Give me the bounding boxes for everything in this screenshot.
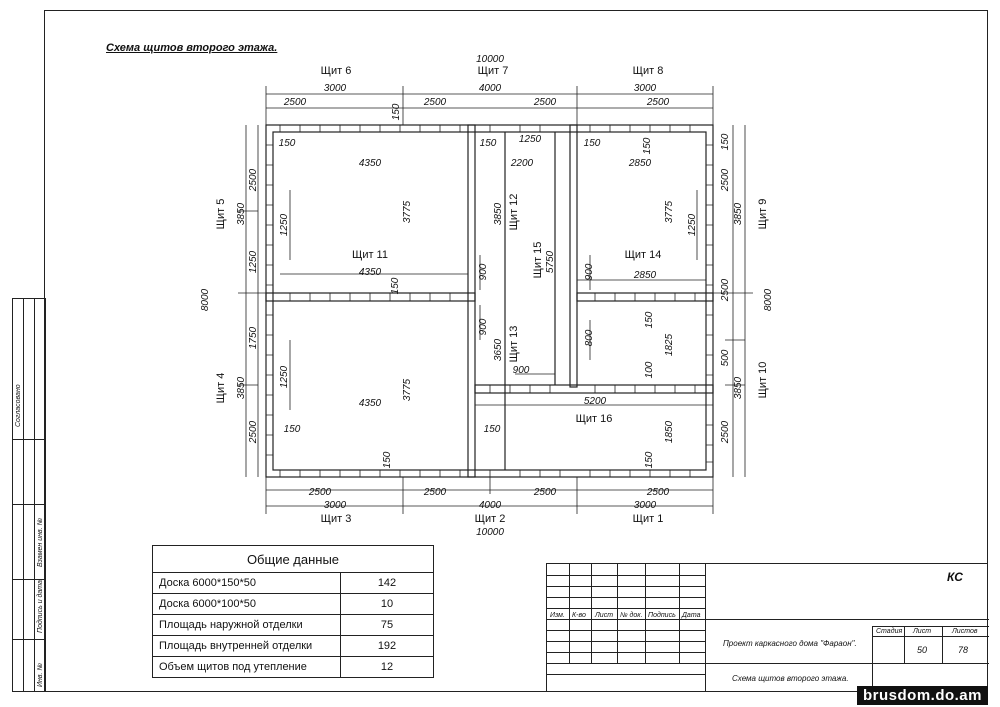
panel-label-9: Щит 9 — [757, 198, 769, 230]
right-sub-dim-2: 2500 — [720, 168, 731, 192]
table-row — [153, 636, 434, 657]
panel-label-13: Щит 13 — [508, 325, 520, 363]
summary-row-label: Доска 6000*100*50 — [153, 594, 341, 615]
panel-label-14: Щит 14 — [624, 249, 662, 261]
summary-row-value: 12 — [341, 657, 434, 678]
room3-top: 1250 — [518, 134, 542, 145]
replaces-inv-label: Взамен инв. № — [37, 517, 44, 567]
left-sub-dim-3: 1750 — [248, 326, 259, 350]
top-panel-dim-1: 3000 — [323, 83, 347, 94]
stamp-sheets-label: Листов — [952, 628, 978, 635]
agreed-label: Согласовано — [15, 384, 22, 427]
panel-label-6: Щит 6 — [320, 65, 352, 77]
bottom-panel-dim-2: 4000 — [478, 500, 502, 511]
stamp-col-date: Дата — [682, 612, 701, 619]
table-row — [153, 573, 434, 594]
panel-label-7: Щит 7 — [477, 65, 509, 77]
title-block — [546, 563, 988, 692]
inv-no-label: Инв. № — [37, 663, 44, 687]
room1-door: 1250 — [279, 213, 290, 237]
overall-height-left: 8000 — [200, 288, 211, 312]
right-sub-dim-5: 2500 — [720, 420, 731, 444]
room5-door: 800 — [584, 329, 595, 347]
bottom-sub-dim-1: 2500 — [308, 487, 332, 498]
room2-height: 3775 — [402, 378, 413, 402]
left-panel-dim-4: 3850 — [236, 376, 247, 400]
top-panel-dim-2: 4000 — [478, 83, 502, 94]
left-sub-dim-2: 1250 — [248, 250, 259, 274]
room4-900: 900 — [584, 263, 595, 281]
bottom-panel-dim-3: 3000 — [633, 500, 657, 511]
panel-label-15: Щит 15 — [532, 241, 544, 279]
room3-width: 2200 — [510, 158, 534, 169]
left-panel-dim-5: 3850 — [236, 202, 247, 226]
summary-row-value: 192 — [341, 636, 434, 657]
summary-row-label: Площадь наружной отделки — [153, 615, 341, 636]
stamp-code: КС — [947, 570, 963, 584]
room4-edge: 150 — [583, 138, 601, 149]
stamp-stage-label: Стадия — [876, 628, 903, 635]
top-sub-dim-2: 150 — [391, 103, 402, 121]
table-row — [153, 615, 434, 636]
overall-width-top: 10000 — [476, 54, 504, 65]
stamp-col-izm: Изм. — [550, 612, 565, 619]
left-sub-dim-4: 2500 — [248, 420, 259, 444]
room5-height: 1825 — [664, 333, 675, 357]
panel-label-8: Щит 8 — [632, 65, 664, 77]
overall-width-bottom: 10000 — [476, 527, 504, 538]
room1-width: 4350 — [358, 158, 382, 169]
wall14-dim: 2850 — [633, 270, 657, 281]
summary-row-label: Площадь внутренней отделки — [153, 636, 341, 657]
room4-door: 1250 — [687, 213, 698, 237]
room6-edge: 150 — [483, 424, 501, 435]
dimension-lines — [238, 86, 753, 514]
stamp-col-list: Лист — [595, 612, 614, 619]
room1-edge: 150 — [278, 138, 296, 149]
room2-edge: 150 — [283, 424, 301, 435]
stamp-sheet-value: 50 — [917, 645, 928, 655]
stamp-col-sign: Подпись — [648, 612, 676, 619]
room6-width: 5200 — [583, 396, 607, 407]
stamp-col-kvo: К-во — [572, 612, 586, 619]
top-sub-dim-3: 2500 — [423, 97, 447, 108]
room4-height: 3775 — [664, 200, 675, 224]
top-sub-dim-5: 2500 — [646, 97, 670, 108]
summary-row-value: 142 — [341, 573, 434, 594]
stamp-project: Проект каркасного дома "Фараон". — [723, 639, 857, 648]
room6-height: 1850 — [664, 420, 675, 444]
top-sub-dim-1: 2500 — [283, 97, 307, 108]
stamp-sheet-label: Лист — [913, 628, 932, 635]
wall13-900b: 900 — [512, 365, 530, 376]
room3-edge: 150 — [479, 138, 497, 149]
right-panel-dim-9: 3850 — [733, 202, 744, 226]
panel-label-1: Щит 1 — [632, 513, 664, 525]
right-sub-dim-4: 500 — [720, 349, 731, 367]
bottom-sub-dim-2: 2500 — [423, 487, 447, 498]
plan-dimension-texts — [200, 54, 774, 538]
panel-label-16: Щит 16 — [575, 413, 613, 425]
room3-900: 900 — [478, 263, 489, 281]
wall11-edge: 150 — [390, 277, 401, 295]
stamp-drawing-name: Схема щитов второго этажа. — [732, 674, 849, 683]
room5-100: 100 — [644, 361, 655, 379]
panel-labels — [215, 65, 769, 525]
summary-table — [152, 545, 434, 678]
summary-header: Общие данные — [153, 546, 434, 573]
bottom-sub-dim-3: 2500 — [533, 487, 557, 498]
wall15-dim: 5750 — [545, 250, 556, 274]
summary-row-value: 75 — [341, 615, 434, 636]
right-sub-dim-3: 2500 — [720, 278, 731, 302]
table-row — [153, 594, 434, 615]
overall-height-right: 8000 — [763, 288, 774, 312]
top-sub-dim-4: 2500 — [533, 97, 557, 108]
panel-label-4: Щит 4 — [215, 372, 227, 404]
sign-date-label: Подпись и дата — [37, 580, 44, 633]
stamp-sheets-value: 78 — [958, 645, 969, 655]
room4-edge-b: 150 — [642, 137, 653, 155]
wall13-dim: 3650 — [493, 338, 504, 362]
room5-edge: 150 — [644, 311, 655, 329]
site-watermark: brusdom.do.am — [857, 686, 988, 705]
left-sub-dim-1: 2500 — [248, 168, 259, 192]
summary-row-value: 10 — [341, 594, 434, 615]
room2-width: 4350 — [358, 398, 382, 409]
right-sub-dim-1: 150 — [720, 133, 731, 151]
room2-door: 1250 — [279, 365, 290, 389]
bottom-panel-dim-1: 3000 — [323, 500, 347, 511]
right-panel-dim-10: 3850 — [733, 376, 744, 400]
room3-height: 3850 — [493, 202, 504, 226]
panel-label-3: Щит 3 — [320, 513, 352, 525]
panel-label-11: Щит 11 — [352, 249, 388, 261]
room4-width: 2850 — [628, 158, 652, 169]
wall11-dim: 4350 — [358, 267, 382, 278]
panel-label-12: Щит 12 — [508, 193, 520, 231]
table-row — [153, 657, 434, 678]
room1-height: 3775 — [402, 200, 413, 224]
summary-row-label: Доска 6000*150*50 — [153, 573, 341, 594]
panel-label-2: Щит 2 — [474, 513, 506, 525]
scheme-title: Схема щитов второго этажа. — [106, 42, 278, 54]
bottom-sub-dim-4: 2500 — [646, 487, 670, 498]
top-panel-dim-3: 3000 — [633, 83, 657, 94]
wall13-900a: 900 — [478, 318, 489, 336]
panel-label-5: Щит 5 — [215, 198, 227, 230]
panel-label-10: Щит 10 — [757, 361, 769, 399]
room6-edge-b: 150 — [644, 451, 655, 469]
summary-row-label: Объем щитов под утепление — [153, 657, 341, 678]
room2-edge-b: 150 — [382, 451, 393, 469]
stamp-col-doc: № док. — [620, 612, 643, 619]
